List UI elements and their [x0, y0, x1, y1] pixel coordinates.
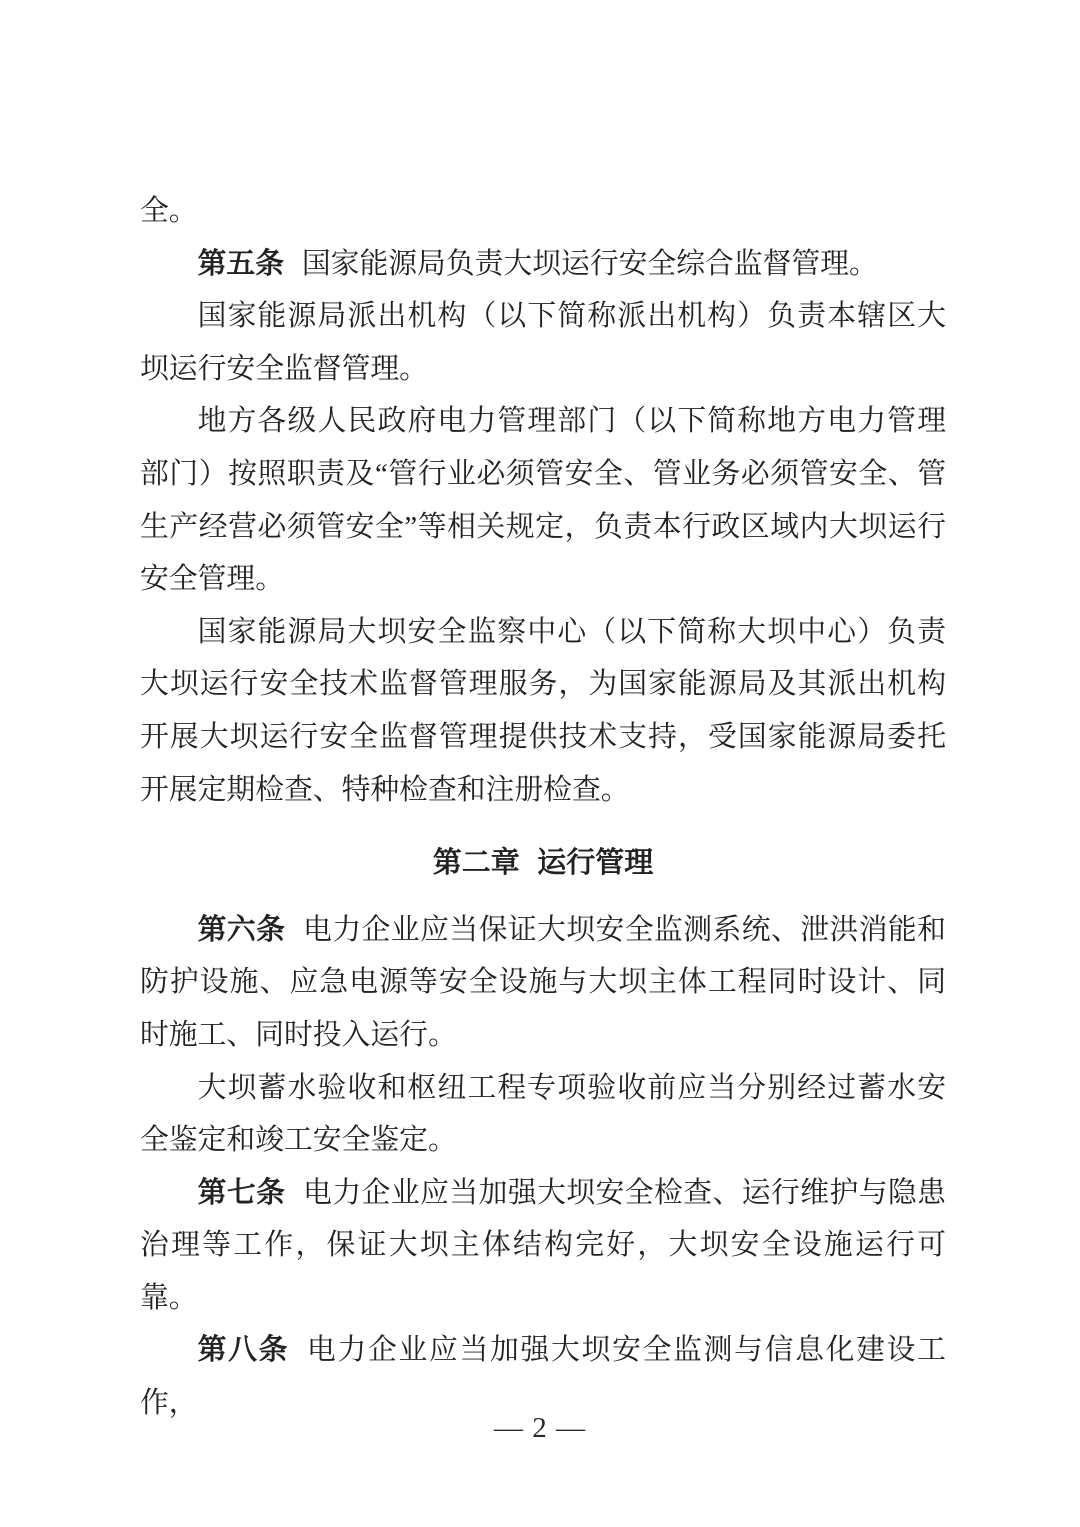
- chapter-number: 第二章: [432, 847, 520, 880]
- paragraph-article-6: [140, 904, 946, 1062]
- paragraph-article-5: [140, 238, 946, 291]
- page-number: — 2 —: [494, 1412, 586, 1444]
- paragraph-dispatched-agency: 国家能源局派出机构（以下简称派出机构）负责本辖区大坝运行安全监督管理。: [140, 300, 946, 385]
- article-6-text: 电力企业应当保证大坝安全监测系统、泄洪消能和防护设施、应急电源等安全设施与大坝主体工程同时设计、同时施工、同时投入运行。: [140, 913, 946, 1051]
- article-5-text: 国家能源局负责大坝运行安全综合监督管理。: [301, 247, 878, 280]
- paragraph-dam-center: 国家能源局大坝安全监察中心（以下简称大坝中心）负责大坝运行安全技术监督管理服务，为国家能源局及其派出机构开展大坝运行安全监督管理提供技术支持，受国家能源局委托开展定期检查、特种检查和注册检查。: [140, 615, 946, 806]
- article-5-number: 第五条: [197, 247, 284, 280]
- article-6-number: 第六条: [197, 913, 286, 946]
- paragraph-continuation: 全。: [140, 195, 198, 227]
- article-8-number: 第八条: [197, 1334, 290, 1367]
- page-footer: [0, 1411, 1080, 1445]
- article-8-text: 电力企业应当加强大坝安全监测与信息化建设工作，: [140, 1334, 946, 1420]
- document-content: [140, 185, 946, 1430]
- article-7-number: 第七条: [197, 1176, 286, 1209]
- article-7-text: 电力企业应当加强大坝安全检查、运行维护与隐患治理等工作，保证大坝主体结构完好，大坝安全设施运行可靠。: [140, 1176, 946, 1314]
- paragraph-acceptance: 大坝蓄水验收和枢纽工程专项验收前应当分别经过蓄水安全鉴定和竣工安全鉴定。: [140, 1071, 946, 1157]
- paragraph-local-authorities: 地方各级人民政府电力管理部门（以下简称地方电力管理部门）按照职责及“管行业必须管安全、管业务必须管安全、管生产经营必须管安全”等相关规定，负责本行政区域内大坝运行安全管理。: [140, 405, 946, 596]
- chapter-heading: [140, 837, 946, 890]
- paragraph-article-7: [140, 1167, 946, 1325]
- chapter-title: 运行管理: [537, 847, 654, 880]
